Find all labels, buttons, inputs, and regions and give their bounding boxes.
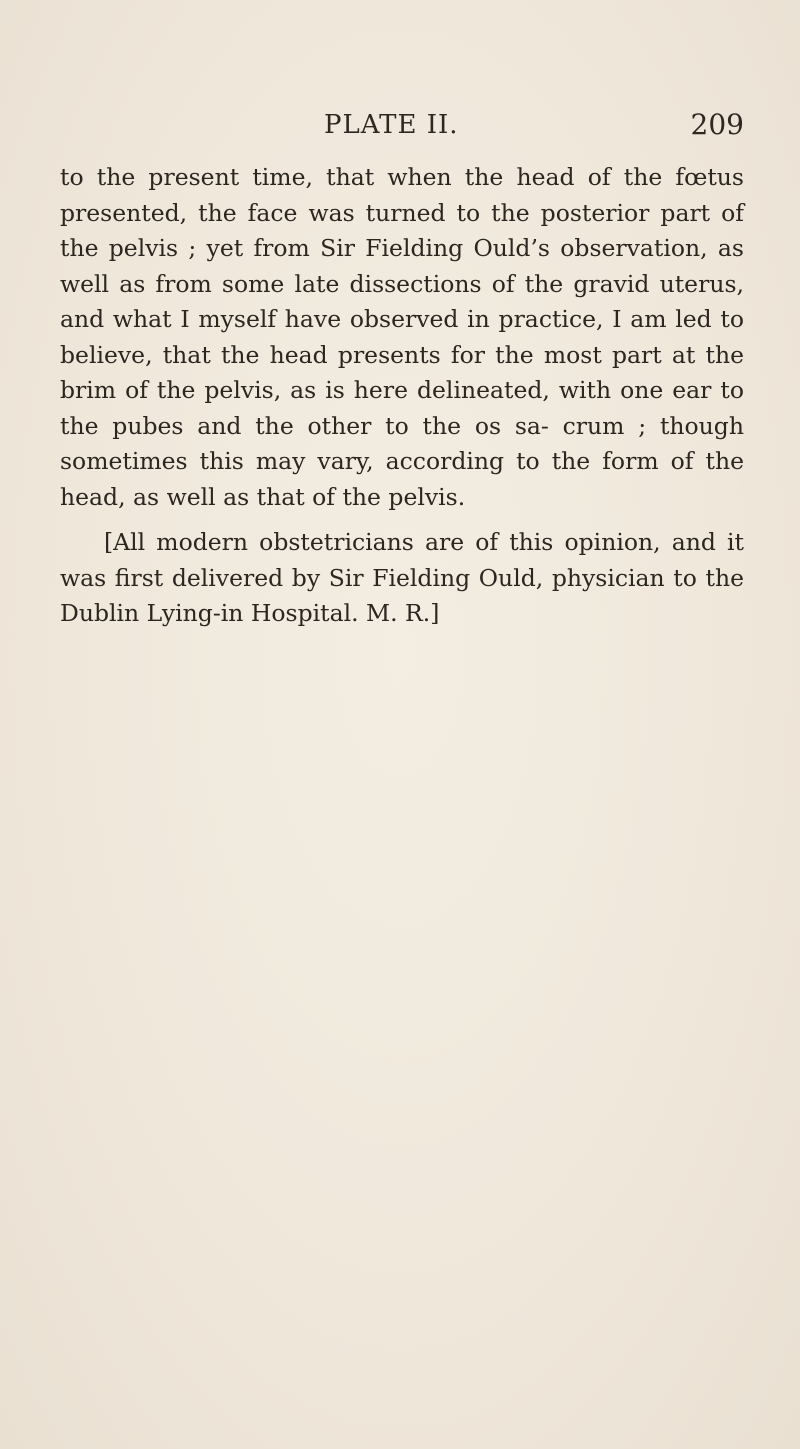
running-head bbox=[60, 106, 744, 146]
body-text bbox=[60, 160, 744, 632]
page-number: 209 bbox=[690, 108, 744, 141]
running-title: PLATE II. bbox=[324, 110, 459, 140]
paragraph-2-editorial-note: [All modern obstetricians are of this opinion, and it was first delivered by Sir Fielding Ould, physician to the Dublin Lying-in Hospital. M. R.] bbox=[60, 528, 744, 627]
paragraph-1: to the present time, that when the head of the fœtus presented, the face was turned to the posterior part of the pelvis ; yet from Sir Fielding Ould’s observation, as well as from some late dissections of the gravid uterus, and what I myself have observed in practice, I am led to believe, that the head presents for the most part at the brim of the pelvis, as is here delineated, with one ear to the pubes and the other to the os sa- crum ; though sometimes this may vary, according to the form of the head, as well as that of the pelvis. bbox=[60, 163, 744, 511]
